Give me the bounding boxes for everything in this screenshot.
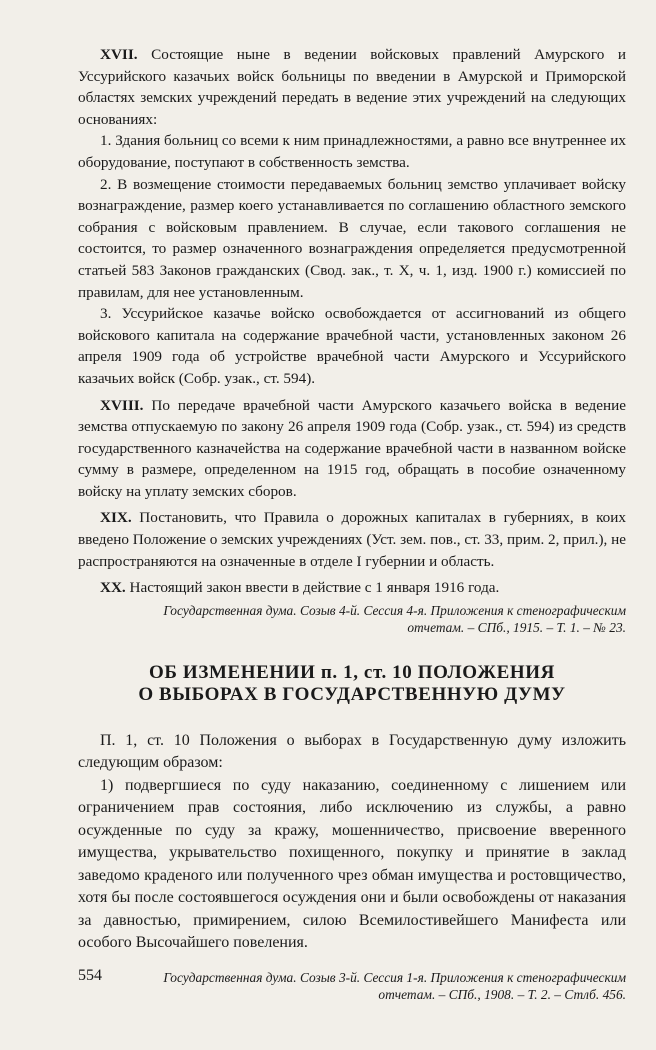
page-content	[78, 44, 626, 1003]
list-item: 1. Здания больниц со всеми к ним принадлежностями, а равно все внутреннее их оборудование, поступают в собственность земства.	[78, 132, 626, 171]
source-line: отчетам. – СПб., 1915. – Т. 1. – № 23.	[407, 619, 626, 635]
source-citation	[78, 969, 626, 1003]
section-text: Настоящий закон ввести в действие с 1 января 1916 года.	[125, 579, 500, 597]
intro-paragraph: П. 1, ст. 10 Положения о выборах в Государственную думу изложить следующим образом:	[78, 731, 626, 772]
list-item: 1) подвергшиеся по суду наказанию, соединенному с лишением или ограничением прав состояния, либо исключению из службы, а равно осужденные по суду за кражу, мошенничество, присвоение вверенного имущества, укрывательство похищенного, покупку и принятие в заклад заведомо краденого или полученного чрез обман имущества и ростовщичество, хотя бы после состоявшегося осуждения они и были освобождены от наказания за давностью, примирением, силою Всемилостивейшего Манифеста или особого Высочайшего повеления.	[78, 776, 626, 952]
section-number: XVIII.	[100, 396, 144, 414]
section-xviii	[78, 395, 626, 503]
list-item: 3. Уссурийское казачье войско освобождается от ассигнований из общего войскового капитала на содержание врачебной части, установленных законом 26 апреля 1909 года об устройстве врачебной части Амурского и Уссурийского казачьих войск (Собр. узак., ст. 594).	[78, 305, 626, 387]
source-line: Государственная дума. Созыв 4-й. Сессия 4-я. Приложения к стенографическим	[163, 602, 626, 618]
section-number: XIX.	[100, 509, 132, 527]
section-xix	[78, 507, 626, 572]
title-line: ОБ ИЗМЕНЕНИИ п. 1, ст. 10 ПОЛОЖЕНИЯ	[149, 661, 555, 683]
article-title	[78, 662, 626, 706]
section-text: По передаче врачебной части Амурского казачьего войска в ведение земства отпускаемую по закону 26 апреля 1909 года (Собр. узак., ст. 594) из средств государственного казначейства на содержание врачебной части в названном войске сумму в размере, определенном на 1915 год, обращать в пособие означенному войску на уплату земских сборов.	[78, 396, 626, 500]
article-body	[78, 730, 626, 955]
list-item: 2. В возмещение стоимости передаваемых больниц земство уплачивает войску вознаграждение, размер коего устанавливается по соглашению областного земского собрания с войсковым правлением. В случае, если такового соглашения не состоится, то размер означенного вознаграждения определяется предусмотренной статьей 583 Законов гражданских (Свод. зак., т. X, ч. 1, изд. 1900 г.) комиссией по правилам, для нее установленным.	[78, 175, 626, 301]
section-number: XVII.	[100, 46, 138, 63]
page-number: 554	[78, 967, 102, 984]
title-line: О ВЫБОРАХ В ГОСУДАРСТВЕННУЮ ДУМУ	[138, 683, 566, 705]
source-line: Государственная дума. Созыв 3-й. Сессия 1-я. Приложения к стенографическим	[163, 969, 626, 985]
source-line: отчетам. – СПб., 1908. – Т. 2. – Стлб. 456.	[378, 986, 626, 1002]
section-xvii	[78, 44, 626, 130]
source-citation	[78, 602, 626, 636]
section-number: XX.	[100, 579, 126, 597]
section-text: Постановить, что Правила о дорожных капиталах в губерниях, в коих введено Положение о земских учреждениях (Уст. зем. пов., ст. 33, прим. 2, прил.), не распространяются на означенные в отделе I губернии и область.	[78, 509, 626, 570]
section-text: Состоящие ныне в ведении войсковых правлений Амурского и Уссурийского казачьих войск больницы по введении в Амурской и Приморской областях земских учреждений передать в ведение этих учреждений на следующих основаниях:	[78, 46, 626, 128]
section-xx	[78, 577, 626, 599]
